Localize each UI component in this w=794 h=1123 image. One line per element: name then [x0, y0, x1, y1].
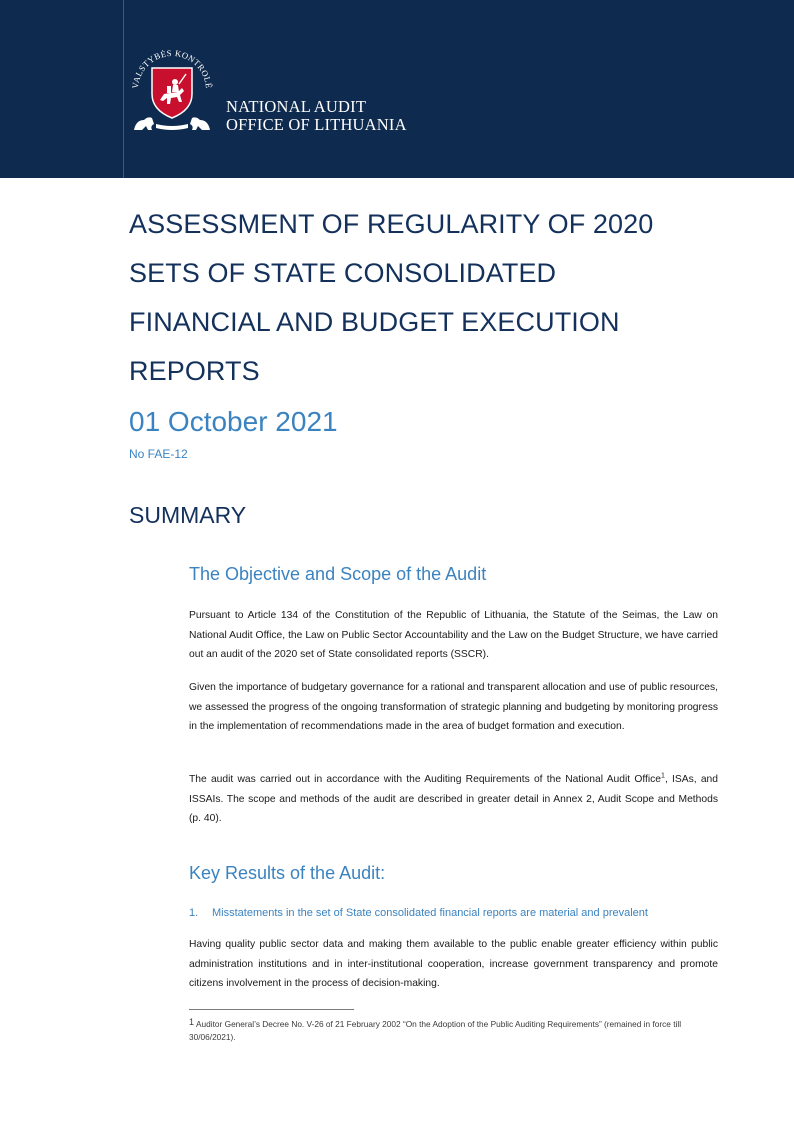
- objective-heading: The Objective and Scope of the Audit: [189, 564, 487, 584]
- coat-of-arms-logo: [126, 44, 218, 138]
- results-item-1-text: [189, 905, 718, 921]
- results-heading: Key Results of the Audit:: [189, 863, 386, 883]
- results-item-1-label: Misstatements in the set of State consolidated financial reports are material and prevalent: [212, 907, 648, 919]
- header-banner: [0, 0, 794, 178]
- objective-paragraph-3: [189, 770, 718, 829]
- results-paragraph-1-wrap: [189, 935, 718, 994]
- header-divider: [123, 0, 124, 178]
- title-line-1: ASSESSMENT OF REGULARITY OF 2020: [129, 209, 654, 239]
- objective-paragraph-3-wrap: [189, 770, 718, 829]
- objective-section: [189, 562, 718, 586]
- footnote-reference: 1: [661, 772, 665, 780]
- org-name-line-1: NATIONAL AUDIT: [226, 97, 367, 116]
- results-paragraph-1: Having quality public sector data and making them available to the public enable greater efficiency within public administration institutions and in inter-institutional cooperation, increase government transparency and promote citizens involvement in the process of decision-making.: [189, 939, 718, 989]
- objective-paragraph-2-wrap: [189, 678, 718, 737]
- footnote-text: Auditor General’s Decree No. V-26 of 21 February 2002 “On the Adoption of the Public Auditing Requirements” (remained in force till 30/06/2021).: [189, 1019, 682, 1042]
- objective-p3-part-2: , ISAs, and ISSAIs. The scope and methods of the audit are described in greater detail in Annex 2, Audit Scope and Methods (p. 40).: [189, 774, 718, 824]
- title-line-4: REPORTS: [129, 356, 260, 386]
- objective-p3-part-1: The audit was carried out in accordance with the Auditing Requirements of the National Audit Office: [189, 774, 662, 785]
- footnote-marker: 1: [189, 1017, 195, 1027]
- report-title: [129, 200, 689, 396]
- footnote-divider: [189, 1009, 354, 1010]
- report-number: No FAE-12: [129, 447, 188, 461]
- org-name-line-2: OFFICE OF LITHUANIA: [226, 115, 407, 134]
- results-section: [189, 861, 718, 885]
- results-item-1: [189, 905, 718, 921]
- summary-heading: SUMMARY: [129, 502, 247, 528]
- organization-name: [226, 98, 407, 134]
- objective-paragraph-1-wrap: [189, 606, 718, 665]
- title-line-2: SETS OF STATE CONSOLIDATED: [129, 258, 557, 288]
- title-line-3: FINANCIAL AND BUDGET EXECUTION: [129, 307, 620, 337]
- crest-arc-text: VALSTYBĖS KONTROLĖ: [129, 47, 215, 90]
- report-date: 01 October 2021: [129, 406, 338, 437]
- results-item-1-number: 1.: [189, 907, 199, 919]
- objective-paragraph-1: Pursuant to Article 134 of the Constitution of the Republic of Lithuania, the Statute of the Seimas, the Law on National Audit Office, the Law on Public Sector Accountability and the Law on the Budget Structure, we have carried out an audit of the 2020 set of State consolidated reports (SSCR).: [189, 610, 718, 660]
- objective-paragraph-2: Given the importance of budgetary governance for a rational and transparent allocation and use of public resources, we assessed the progress of the ongoing transformation of strategic planning and budgeting by monitoring progress in the implementation of recommendations made in the area of budget formation and execution.: [189, 682, 718, 732]
- footnote: [189, 1018, 718, 1044]
